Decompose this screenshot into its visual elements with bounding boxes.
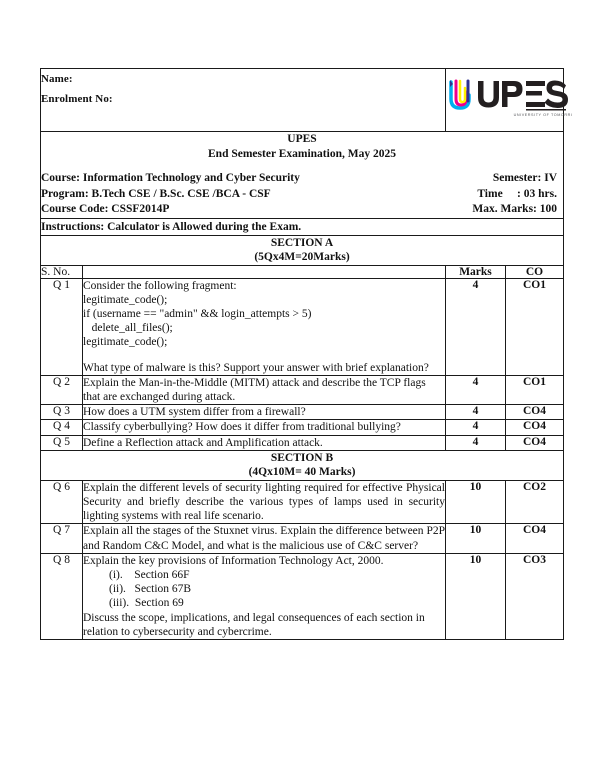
logo-tagline-text: UNIVERSITY OF TOMORROW xyxy=(513,113,572,117)
question-number: Q 7 xyxy=(41,524,83,553)
table-row xyxy=(41,480,564,524)
question-co: CO2 xyxy=(506,480,564,524)
time-value: Time : 03 hrs. xyxy=(477,187,557,200)
exam-question-table xyxy=(40,68,572,640)
course-code: Course Code: CSSF2014P xyxy=(41,203,170,215)
question-marks: 4 xyxy=(446,420,506,435)
question-co: CO1 xyxy=(506,278,564,375)
section-b-banner xyxy=(41,450,564,480)
course-row xyxy=(41,171,563,187)
question-text xyxy=(83,553,446,639)
semester-value: Semester: IV xyxy=(492,172,557,184)
exam-header-cell xyxy=(41,132,564,219)
upes-logo xyxy=(446,69,572,125)
q8-sub-item: (i). Section 66F xyxy=(109,568,190,581)
q1-code-line-2: if (username == "admin" && login_attempts > 5) xyxy=(83,307,312,320)
table-row xyxy=(41,375,564,404)
institution-name: UPES xyxy=(287,133,317,145)
program-row xyxy=(41,187,563,203)
q8-outro: Discuss the scope, implications, and legal consequences of each section in relation to cybersecurity and cybercrime. xyxy=(83,611,425,638)
student-identity-cell xyxy=(41,69,446,132)
question-co: CO3 xyxy=(506,553,564,639)
section-a-title: SECTION A xyxy=(270,236,334,249)
question-co: CO4 xyxy=(506,405,564,420)
max-marks-value: Max. Marks: 100 xyxy=(472,203,557,215)
column-header-marks: Marks xyxy=(446,265,506,278)
q1-code-line-3: delete_all_files(); xyxy=(83,322,173,335)
exam-header-row xyxy=(41,132,564,219)
exam-title: End Semester Examination, May 2025 xyxy=(208,148,396,160)
table-row xyxy=(41,405,564,420)
section-b-title: SECTION B xyxy=(270,451,334,464)
enrolment-label: Enrolment No: xyxy=(41,93,113,105)
upes-logo-icon xyxy=(446,77,572,119)
question-number: Q 5 xyxy=(41,435,83,450)
q1-spacer xyxy=(83,350,445,361)
question-number: Q 2 xyxy=(41,375,83,404)
table-row xyxy=(41,553,564,639)
section-a-banner-row xyxy=(41,235,564,265)
q1-outro: What type of malware is this? Support your answer with brief explanation? xyxy=(83,361,429,374)
question-text: Explain the different levels of security lighting required for effective Physical Security and briefly describe the various types of lamps used in security lighting systems with real life scenario. xyxy=(83,481,445,523)
section-a-banner xyxy=(41,235,564,265)
q1-code-line-4: legitimate_code(); xyxy=(83,336,168,349)
question-marks: 4 xyxy=(446,405,506,420)
question-co: CO4 xyxy=(506,524,564,553)
question-text xyxy=(83,278,446,375)
q1-code-line-1: legitimate_code(); xyxy=(83,293,168,306)
question-marks: 10 xyxy=(446,524,506,553)
instructions-row xyxy=(41,218,564,235)
table-row xyxy=(41,420,564,435)
question-text: How does a UTM system differ from a firewall? xyxy=(83,405,446,420)
q8-sub-item: (iii). Section 69 xyxy=(109,597,184,610)
question-text: Explain the Man-in-the-Middle (MITM) attack and describe the TCP flags that are exchanged during attack. xyxy=(83,375,446,404)
column-header-sno: S. No. xyxy=(41,265,83,278)
question-text: Explain all the stages of the Stuxnet virus. Explain the difference between P2P and Random C&C Model, and what is the malicious use of C&C server? xyxy=(83,525,445,552)
section-b-weightage: (4Qx10M= 40 Marks) xyxy=(248,466,356,479)
question-number: Q 6 xyxy=(41,480,83,524)
question-marks: 4 xyxy=(446,375,506,404)
question-number: Q 4 xyxy=(41,420,83,435)
table-row xyxy=(41,435,564,450)
course-name: Course: Information Technology and Cyber Security xyxy=(41,172,300,184)
column-header-row xyxy=(41,265,564,278)
section-a-weightage: (5Qx4M=20Marks) xyxy=(254,251,350,263)
question-number: Q 3 xyxy=(41,405,83,420)
question-co: CO1 xyxy=(506,375,564,404)
question-marks: 4 xyxy=(446,278,506,375)
column-header-co: CO xyxy=(506,265,564,278)
question-text: Define a Reflection attack and Amplification attack. xyxy=(83,435,446,450)
program-name: Program: B.Tech CSE / B.Sc. CSE /BCA - CSF xyxy=(41,187,271,200)
identity-row xyxy=(41,69,564,132)
question-marks: 10 xyxy=(446,553,506,639)
question-co: CO4 xyxy=(506,420,564,435)
name-label: Name: xyxy=(41,73,73,85)
q1-intro: Consider the following fragment: xyxy=(83,279,237,292)
question-number: Q 8 xyxy=(41,553,83,639)
question-text: Classify cyberbullying? How does it differ from traditional bullying? xyxy=(83,420,446,435)
q8-sub-item: (ii). Section 67B xyxy=(109,583,192,596)
question-co: CO4 xyxy=(506,435,564,450)
question-number: Q 1 xyxy=(41,278,83,375)
section-b-banner-row xyxy=(41,450,564,480)
table-row xyxy=(41,524,564,553)
q8-intro: Explain the key provisions of Information Technology Act, 2000. xyxy=(83,554,384,567)
table-row xyxy=(41,278,564,375)
question-marks: 10 xyxy=(446,480,506,524)
header-spacer xyxy=(41,162,563,171)
question-marks: 4 xyxy=(446,435,506,450)
instructions-text: Instructions: Calculator is Allowed during the Exam. xyxy=(41,218,564,235)
q8-sub-items xyxy=(83,568,445,611)
upes-logo-cell xyxy=(446,69,572,132)
column-header-question xyxy=(83,265,446,278)
course-code-row xyxy=(41,202,563,218)
